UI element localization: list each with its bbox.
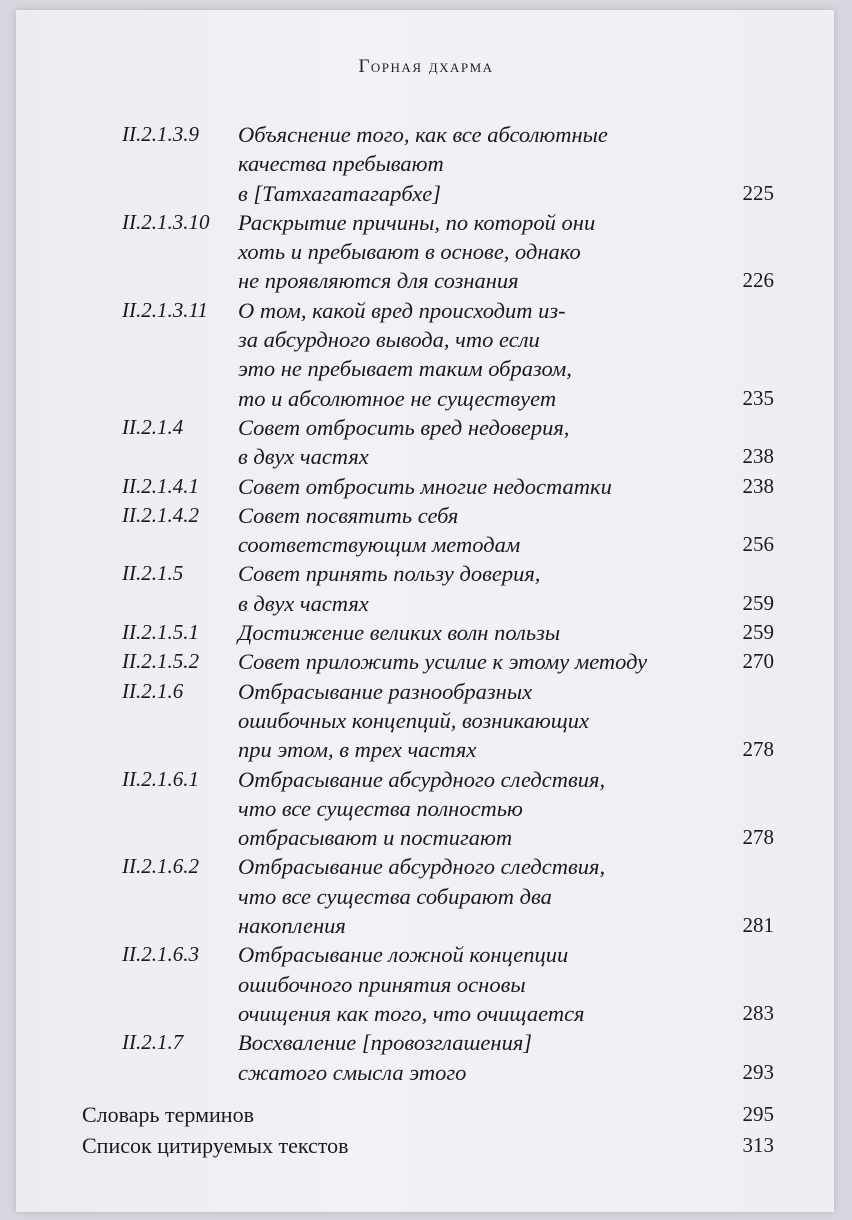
- section-title-line: ошибочного принятия основы: [238, 971, 526, 997]
- page-number: 226: [742, 268, 774, 293]
- page-number: 225: [742, 180, 774, 205]
- toc-entry: [122, 1028, 774, 1087]
- section-title-line: в двух частях: [238, 590, 369, 616]
- section-title-line: Совет отбросить многие недостатки: [238, 473, 612, 499]
- section-number: II.2.1.4.1: [122, 473, 199, 498]
- section-title: [238, 852, 714, 940]
- section-number: II.2.1.6: [122, 678, 184, 703]
- section-number: II.2.1.3.10: [122, 209, 210, 234]
- section-title-line: в [Татхагатагарбхе]: [238, 180, 441, 206]
- toc-entry: [122, 765, 774, 853]
- section-number: II.2.1.5: [122, 561, 184, 586]
- toc-entry: [122, 413, 774, 472]
- toc-entry: [122, 940, 774, 1028]
- section-title-line: Отбрасывание абсурдного следствия,: [238, 854, 606, 880]
- section-number: II.2.1.7: [122, 1030, 184, 1055]
- section-title-line: Совет отбросить вред недоверия,: [238, 414, 570, 440]
- back-matter-title: Список цитируемых текстов: [82, 1133, 349, 1158]
- section-title-line: хоть и пребывают в основе, однако: [238, 239, 581, 265]
- section-title-line: Достижение великих волн пользы: [238, 620, 561, 646]
- page-number: 238: [742, 444, 774, 469]
- section-title-line: Отбрасывание разнообразных: [238, 678, 533, 704]
- section-number: II.2.1.3.11: [122, 297, 208, 322]
- section-title: [238, 618, 714, 647]
- page-number: 281: [742, 913, 774, 938]
- section-title-line: сжатого смысла этого: [238, 1059, 467, 1085]
- table-of-contents: [122, 120, 774, 1087]
- page-number: 313: [742, 1133, 774, 1157]
- page-number: 278: [742, 825, 774, 850]
- section-title-line: накопления: [238, 913, 346, 939]
- toc-entry: [122, 647, 774, 676]
- toc-entry: [122, 120, 774, 208]
- section-title: [238, 1028, 714, 1087]
- back-matter-entry: [82, 1133, 774, 1159]
- section-title-line: то и абсолютное не существует: [238, 385, 557, 411]
- toc-entry: [122, 559, 774, 618]
- toc-entry: [122, 501, 774, 560]
- page-number: 270: [742, 649, 774, 674]
- section-title: [238, 559, 714, 618]
- section-title-line: не проявляются для сознания: [238, 268, 519, 294]
- page-number: 278: [742, 737, 774, 762]
- section-number: II.2.1.5.1: [122, 620, 199, 645]
- back-matter-entry: [82, 1102, 774, 1128]
- section-number: II.2.1.6.2: [122, 854, 199, 879]
- page-number: 256: [742, 532, 774, 557]
- section-number: II.2.1.4: [122, 414, 184, 439]
- section-title: [238, 472, 714, 501]
- section-title-line: Совет принять пользу доверия,: [238, 561, 541, 587]
- section-number: II.2.1.6.1: [122, 766, 199, 791]
- section-title-line: Совет приложить усилие к этому методу: [238, 649, 648, 675]
- section-title-line: это не пребывает таким образом,: [238, 356, 572, 382]
- section-title-line: качества пребывают: [238, 151, 444, 177]
- section-title-line: очищения как того, что очищается: [238, 1000, 585, 1026]
- section-title-line: Раскрытие причины, по которой они: [238, 209, 596, 235]
- section-title: [238, 296, 714, 413]
- section-title-line: в двух частях: [238, 444, 369, 470]
- page-number: 295: [742, 1102, 774, 1126]
- section-title-line: О том, какой вред происходит из-: [238, 297, 566, 323]
- section-title-line: Отбрасывание абсурдного следствия,: [238, 766, 606, 792]
- section-title: [238, 120, 714, 208]
- section-title-line: Совет посвятить себя: [238, 502, 459, 528]
- section-title: [238, 940, 714, 1028]
- page-number: 259: [742, 590, 774, 615]
- section-title-line: при этом, в трех частях: [238, 737, 477, 763]
- section-number: II.2.1.4.2: [122, 502, 199, 527]
- page-number: 293: [742, 1059, 774, 1084]
- running-title: Горная дхарма: [358, 56, 494, 77]
- section-title-line: соответствующим методам: [238, 532, 521, 558]
- page-number: 259: [742, 620, 774, 645]
- section-number: II.2.1.3.9: [122, 122, 199, 146]
- section-title: [238, 647, 714, 676]
- section-title-line: ошибочных концепций, возникающих: [238, 707, 589, 733]
- page-number: 235: [742, 385, 774, 410]
- page-number: 238: [742, 473, 774, 498]
- section-title: [238, 765, 714, 853]
- section-title: [238, 208, 714, 296]
- section-title-line: за абсурдного вывода, что если: [238, 327, 540, 353]
- page-number: 283: [742, 1000, 774, 1025]
- section-number: II.2.1.5.2: [122, 649, 199, 674]
- toc-entry: [122, 618, 774, 647]
- toc-entry: [122, 296, 774, 413]
- toc-entry: [122, 472, 774, 501]
- back-matter-title: Словарь терминов: [82, 1102, 254, 1127]
- section-title: [238, 501, 714, 560]
- section-title: [238, 413, 714, 472]
- section-title-line: Восхваление [провозглашения]: [238, 1030, 533, 1056]
- section-title-line: что все существа полностью: [238, 795, 523, 821]
- section-number: II.2.1.6.3: [122, 942, 199, 967]
- section-title-line: Объяснение того, как все абсолютные: [238, 122, 608, 147]
- toc-entry: [122, 852, 774, 940]
- section-title-line: что все существа собирают два: [238, 883, 552, 909]
- toc-entry: [122, 677, 774, 765]
- section-title: [238, 677, 714, 765]
- section-title-line: отбрасывают и постигают: [238, 825, 513, 851]
- section-title-line: Отбрасывание ложной концепции: [238, 942, 569, 968]
- toc-entry: [122, 208, 774, 296]
